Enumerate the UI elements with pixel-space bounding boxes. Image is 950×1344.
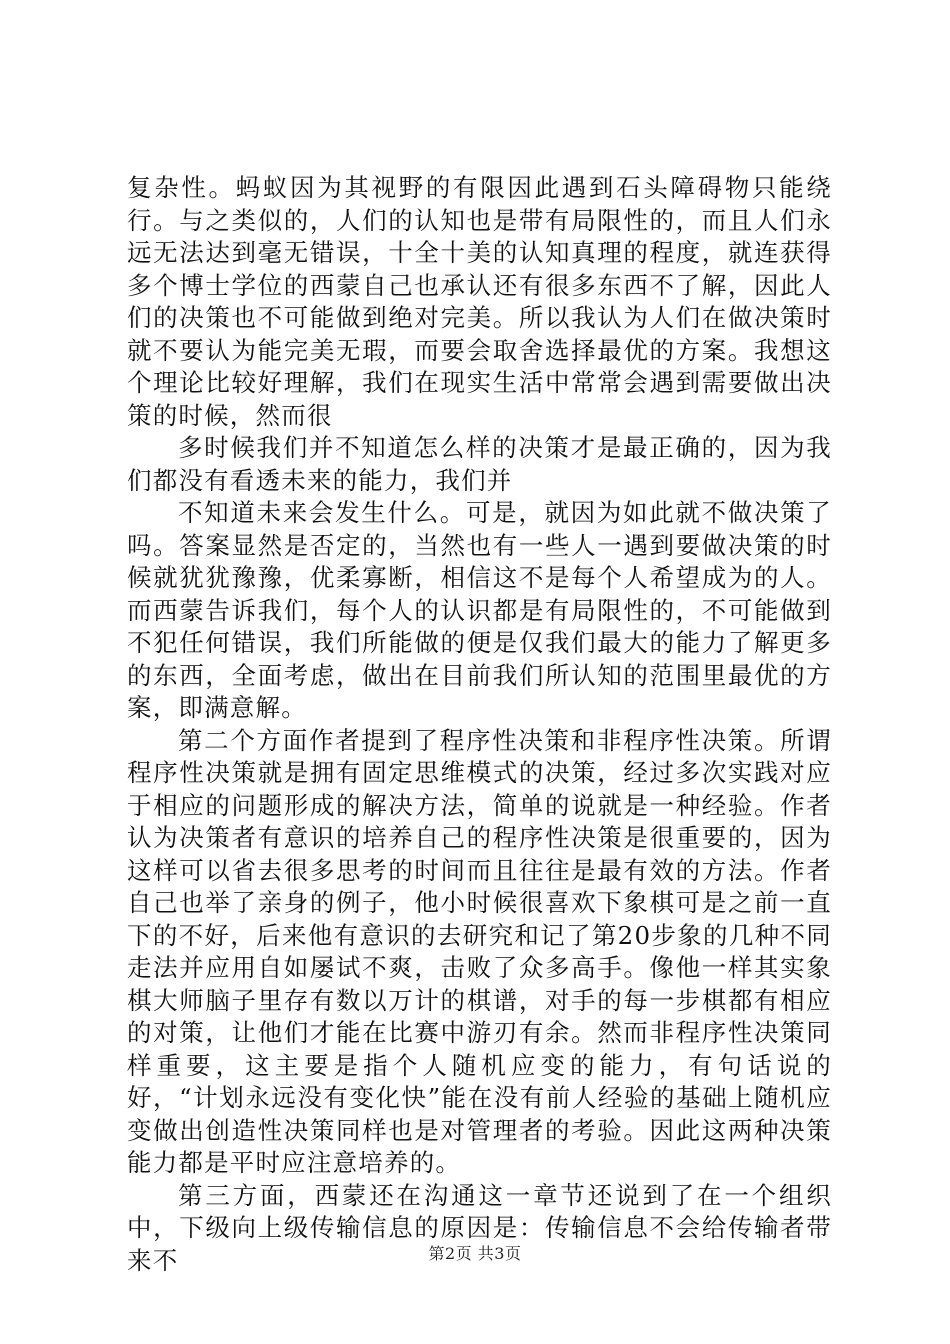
page-footer: 第2页 共3页 bbox=[428, 1244, 522, 1263]
paragraph-5: 第三方面，西蒙还在沟通这一章节还说到了在一个组织中，下级向上级传输信息的原因是：传输信息不会给传输者带来不 bbox=[127, 1180, 832, 1275]
paragraph-1: 复杂性。蚂蚁因为其视野的有限因此遇到石头障碍物只能绕行。与之类似的，人们的认知也是带有局限性的，而且人们永远无法达到毫无错误，十全十美的认知真理的程度，就连获得多个博士学位的西蒙自己也承认还有很多东西不了解，因此人们的决策也不可能做到绝对完美。所以我认为人们在做决策时就不要认为能完美无瑕，而要会取舍选择最优的方案。我想这个理论比较好理解，我们在现实生活中常常会遇到需要做出决策的时候，然而很 bbox=[127, 173, 832, 430]
body-text bbox=[127, 172, 832, 1277]
paragraph-2: 多时候我们并不知道怎么样的决策才是最正确的，因为我们都没有看透未来的能力，我们并 bbox=[127, 433, 832, 495]
paragraph-3: 不知道未来会发生什么。可是，就因为如此就不做决策了吗。答案显然是否定的，当然也有一些人一遇到要做决策的时候就犹犹豫豫，优柔寡断，相信这不是每个人希望成为的人。而西蒙告诉我们，每个人的认识都是有局限性的，不可能做到不犯任何错误，我们所能做的便是仅我们最大的能力了解更多的东西，全面考虑，做出在目前我们所认知的范围里最优的方案，即满意解。 bbox=[127, 498, 832, 722]
paragraph-4: 第二个方面作者提到了程序性决策和非程序性决策。所谓程序性决策就是拥有固定思维模式的决策，经过多次实践对应于相应的问题形成的解决方法，简单的说就是一种经验。作者认为决策者有意识的培养自己的程序性决策是很重要的，因为这样可以省去很多思考的时间而且往往是最有效的方法。作者自己也举了亲身的例子，他小时候很喜欢下象棋可是之前一直下的不好，后来他有意识的去研究和记了第20步象的几种不同走法并应用自如屡试不爽，击败了众多高手。像他一样其实象棋大师脑子里存有数以万计的棋谱，对手的每一步棋都有相应的对策，让他们才能在比赛中游刃有余。然而非程序性决策同样重要，这主要是指个人随机应变的能力，有句话说的好，“计划永远没有变化快”能在没有前人经验的基础上随机应变做出创造性决策同样也是对管理者的考验。因此这两种决策能力都是平时应注意培养的。 bbox=[127, 725, 832, 1177]
